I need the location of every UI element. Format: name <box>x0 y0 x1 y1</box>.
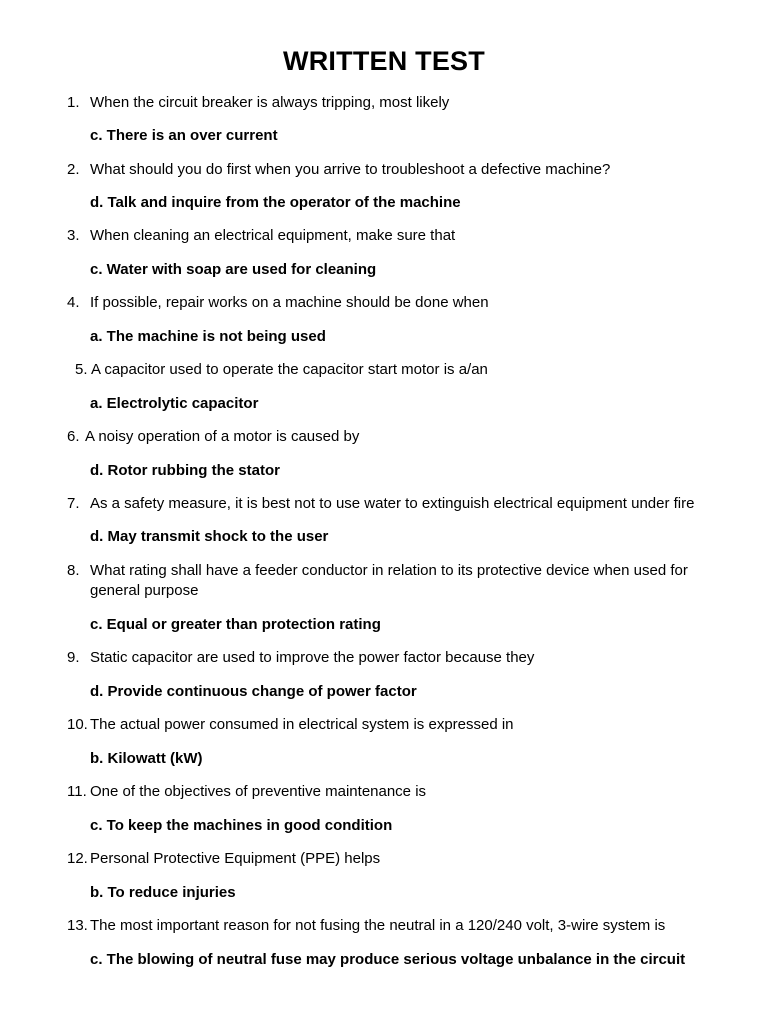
question-number: 8. <box>67 562 80 579</box>
answer-9: d. Provide continuous change of power factor <box>90 683 417 700</box>
answer-3: c. Water with soap are used for cleaning <box>90 261 377 278</box>
question-text: A noisy operation of a motor is caused by <box>85 428 360 445</box>
answer-10: b. Kilowatt (kW) <box>90 750 203 767</box>
question-number: 5. <box>75 361 88 378</box>
question-text: What should you do first when you arrive to troubleshoot a defective machine? <box>90 161 611 178</box>
question-text: A capacitor used to operate the capacitor start motor is a/an <box>91 361 488 378</box>
answer-2: d. Talk and inquire from the operator of the machine <box>90 194 461 211</box>
answer-7: d. May transmit shock to the user <box>90 528 329 545</box>
answer-6: d. Rotor rubbing the stator <box>90 462 280 479</box>
question-text: If possible, repair works on a machine should be done when <box>90 294 489 311</box>
question-number: 1. <box>67 94 80 111</box>
question-number: 11. <box>67 783 87 800</box>
answer-13: c. The blowing of neutral fuse may produce serious voltage unbalance in the circuit <box>90 951 686 968</box>
question-text: As a safety measure, it is best not to use water to extinguish electrical equipment under fire <box>90 495 695 512</box>
question-number: 10. <box>67 716 88 733</box>
question-text: Static capacitor are used to improve the power factor because they <box>90 649 535 666</box>
question-number: 3. <box>67 227 80 244</box>
answer-5: a. Electrolytic capacitor <box>90 395 259 412</box>
answer-1: c. There is an over current <box>90 127 278 144</box>
answer-4: a. The machine is not being used <box>90 328 326 345</box>
answer-8: c. Equal or greater than protection rating <box>90 616 381 633</box>
question-number: 2. <box>67 161 80 178</box>
question-number: 4. <box>67 294 80 311</box>
question-number: 12. <box>67 850 88 867</box>
question-text: The most important reason for not fusing the neutral in a 120/240 volt, 3-wire system is <box>90 917 666 934</box>
question-text: Personal Protective Equipment (PPE) helps <box>90 850 381 867</box>
question-text: One of the objectives of preventive maintenance is <box>90 783 427 800</box>
question-text: The actual power consumed in electrical system is expressed in <box>90 716 514 733</box>
question-text: When cleaning an electrical equipment, make sure that <box>90 227 456 244</box>
page-title: WRITTEN TEST <box>283 46 485 76</box>
answer-12: b. To reduce injuries <box>90 884 236 901</box>
question-number: 9. <box>67 649 80 666</box>
answer-11: c. To keep the machines in good condition <box>90 817 393 834</box>
question-number: 13. <box>67 917 88 934</box>
question-text: What rating shall have a feeder conductor in relation to its protective device when used for general purpose <box>90 562 688 599</box>
question-text: When the circuit breaker is always tripping, most likely <box>90 94 450 111</box>
question-number: 7. <box>67 495 80 512</box>
question-number: 6. <box>67 428 80 445</box>
